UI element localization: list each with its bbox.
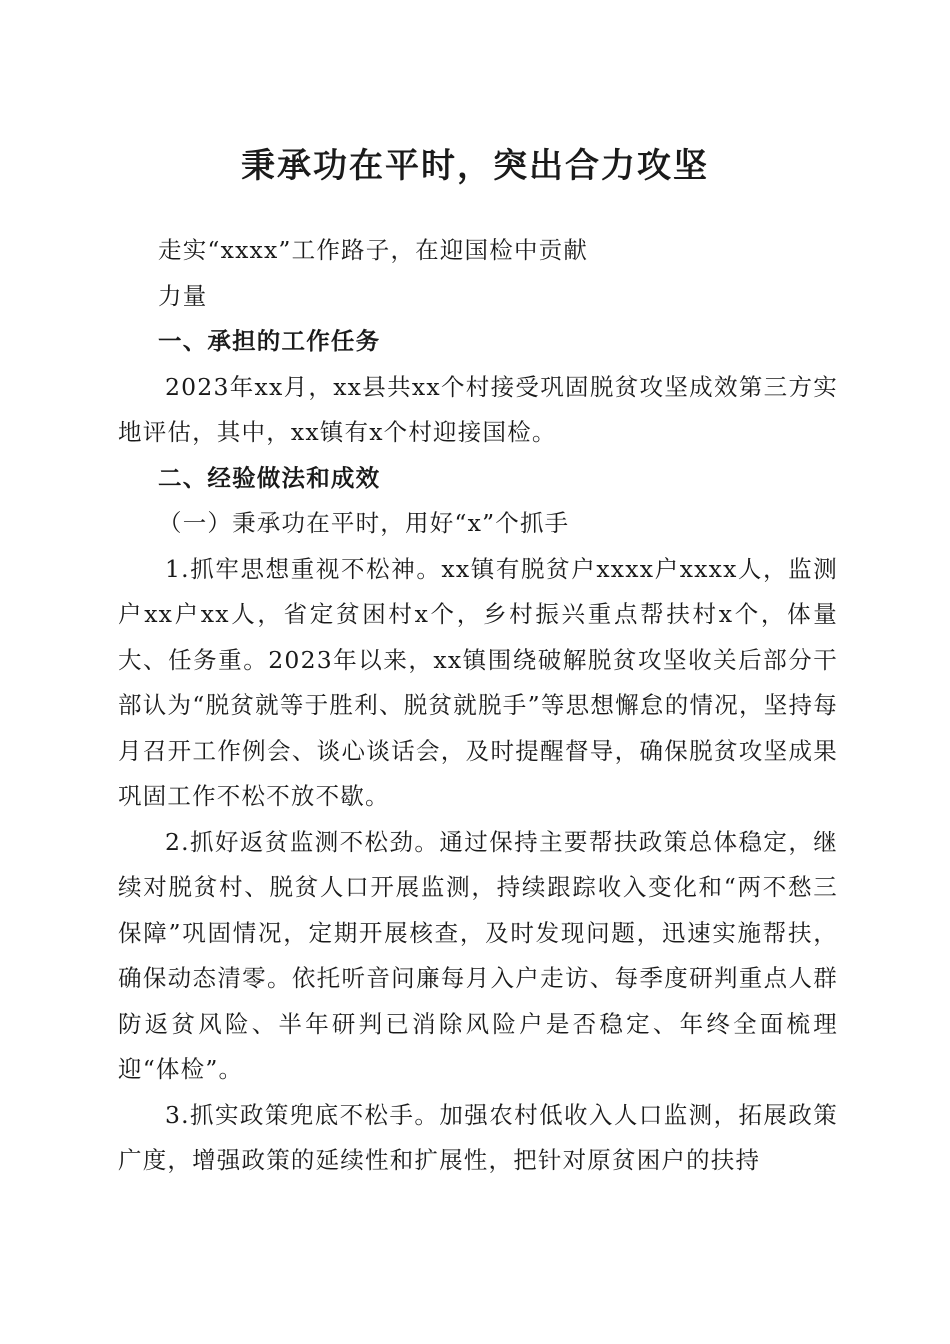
- item-1-paragraph: 1.抓牢思想重视不松神。xx镇有脱贫户xxxx户xxxx人，监测户xx户xx人，省定贫困村x个，乡村振兴重点帮扶村x个，体量大、任务重。2023年以来，xx镇围绕破解脱贫攻坚收关后部分干部认为“脱贫就等于胜利、脱贫就脱手”等思想懈怠的情况，坚持每月召开工作例会、谈心谈话会，及时提醒督导，确保脱贫攻坚成果巩固工作不松不放不歇。: [118, 554, 838, 810]
- document-title: 秉承功在平时，突出合力攻坚: [241, 146, 709, 186]
- section-2-heading: 二、经验做法和成效: [158, 463, 381, 492]
- item-2-paragraph: 2.抓好返贫监测不松劲。通过保持主要帮扶政策总体稳定，继续对脱贫村、脱贫人口开展监测，持续跟踪收入变化和“两不愁三保障”巩固情况，定期开展核查，及时发现问题，迅速实施帮扶，确保动态清零。依托听音问廉每月入户走访、每季度研判重点人群防返贫风险、半年研判已消除风险户是否稳定、年终全面梳理迎“体检”。: [118, 827, 838, 1083]
- subtitle-line-1: 走实“xxxx”工作路子，在迎国检中贡献: [158, 236, 589, 264]
- section-1-heading: 一、承担的工作任务: [158, 327, 381, 355]
- section-1-paragraph: 2023年xx月，xx县共xx个村接受巩固脱贫攻坚成效第三方实地评估，其中，xx镇有x个村迎接国检。: [118, 372, 838, 446]
- subsection-1-heading: （一）秉承功在平时，用好“x”个抓手: [158, 509, 570, 537]
- item-3-paragraph: 3.抓实政策兜底不松手。加强农村低收入人口监测，拓展政策广度，增强政策的延续性和扩展性，把针对原贫困户的扶持: [118, 1100, 838, 1174]
- document-body: [118, 228, 838, 1184]
- subtitle-line-2: 力量: [158, 281, 208, 310]
